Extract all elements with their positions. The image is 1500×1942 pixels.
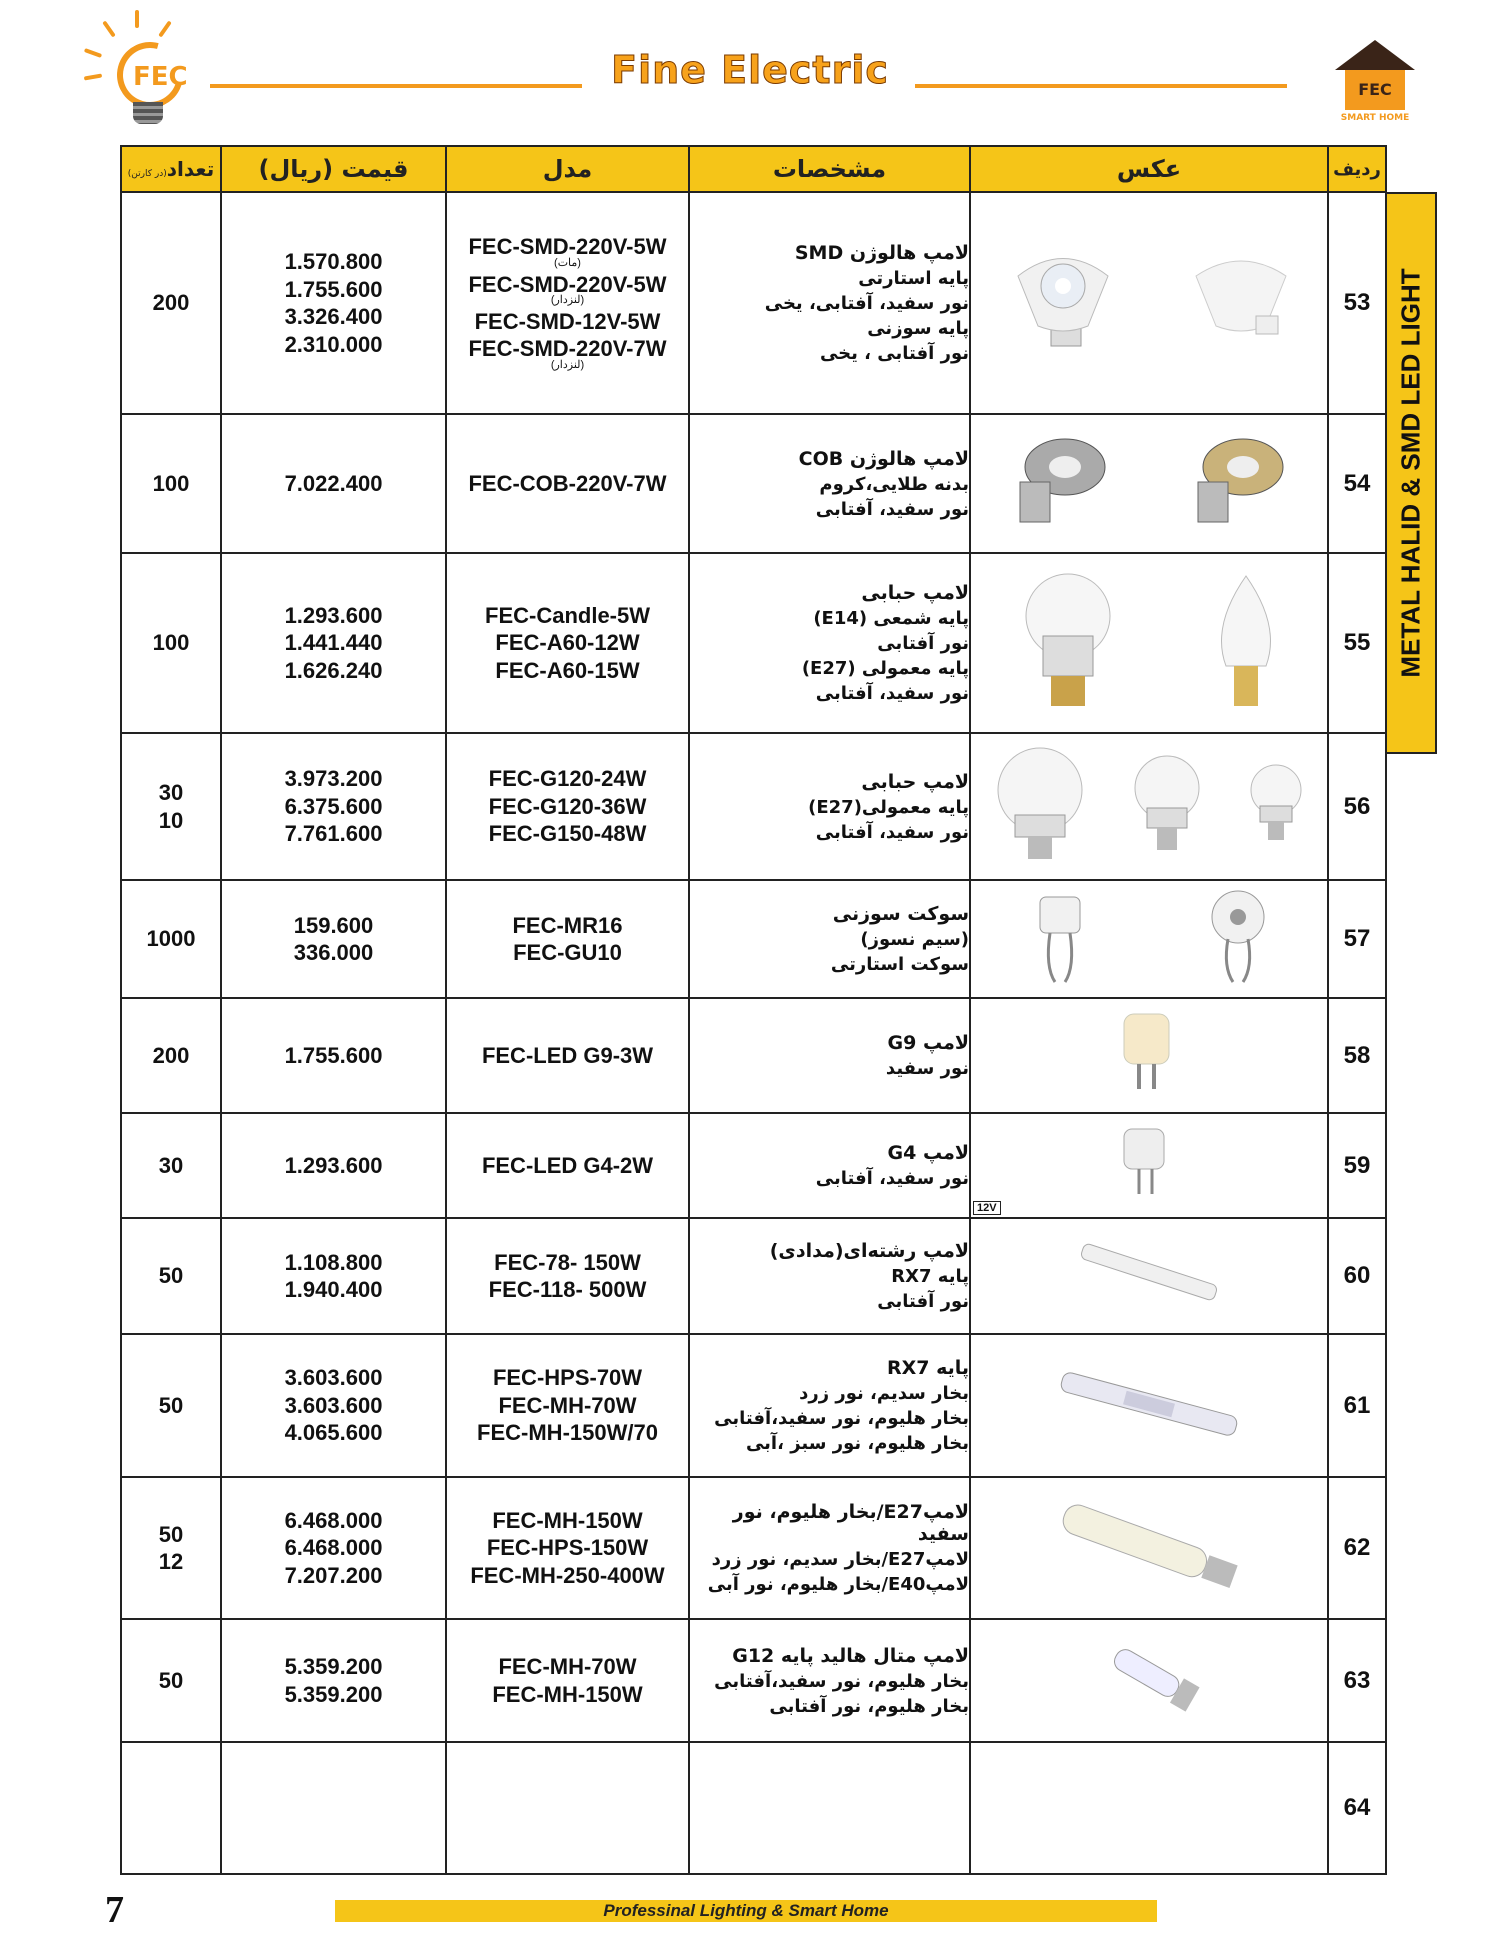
model-cell — [446, 414, 689, 553]
spec-cell — [689, 1334, 970, 1477]
spec-line: نور سفید، آفتابی، یخی — [764, 293, 969, 314]
table-row — [121, 1334, 1386, 1477]
model-value: FEC-SMD-12V-5W — [474, 308, 661, 334]
spec-line: نور آفتابی — [877, 1291, 969, 1312]
price-value: 7.207.200 — [284, 1562, 383, 1588]
spec-cell — [689, 1218, 970, 1334]
spec-cell — [689, 1619, 970, 1742]
price-value: 2.310.000 — [284, 331, 383, 357]
table-row — [121, 733, 1386, 880]
model-value: FEC-HPS-70W — [492, 1365, 643, 1391]
price-value: 3.973.200 — [284, 766, 383, 792]
qty-value: 1000 — [146, 926, 196, 952]
spec-cell — [689, 192, 970, 414]
row-number-cell: 53 — [1328, 192, 1386, 414]
row-number-cell: 60 — [1328, 1218, 1386, 1334]
price-value: 1.293.600 — [284, 1152, 383, 1178]
footer-tagline: Professinal Lighting & Smart Home — [335, 1900, 1157, 1922]
spec-line: لامپE27/بخار سدیم، نور زرد — [711, 1549, 969, 1570]
metal-halide-rx7-icon — [1054, 1359, 1244, 1453]
model-value: FEC-SMD-220V-7W (لنزدار) — [447, 335, 688, 372]
row-number-cell: 61 — [1328, 1334, 1386, 1477]
price-value: 7.022.400 — [284, 470, 383, 496]
spec-line: نور آفتابی — [877, 633, 969, 654]
model-value: FEC-Candle-5W — [485, 602, 650, 628]
price-value: 6.468.000 — [284, 1535, 383, 1561]
table-header-row — [121, 146, 1386, 192]
table-row — [121, 1742, 1386, 1874]
qty-value: 50 — [158, 1521, 184, 1547]
model-value: FEC-MH-150W/70 — [477, 1420, 658, 1446]
cob-gold-icon — [1183, 427, 1293, 541]
smart-home-logo: FEC SMART HOME — [1330, 25, 1420, 125]
product-table — [120, 145, 1387, 1875]
price-cell — [221, 192, 446, 414]
model-value: FEC-GU10 — [513, 940, 622, 965]
photo-cell — [970, 1218, 1328, 1334]
fec-logo: FEC — [85, 10, 195, 125]
model-value: FEC-G120-24W — [488, 766, 647, 792]
price-cell — [221, 414, 446, 553]
price-value: 336.000 — [293, 940, 374, 965]
model-value: FEC-COB-220V-7W — [468, 470, 667, 496]
spec-line: پایه معمولی(E27) — [808, 796, 969, 818]
qty-cell — [121, 1742, 221, 1874]
model-value: FEC-MH-70W — [498, 1392, 637, 1418]
model-value: FEC-G150-48W — [488, 821, 647, 847]
model-cell — [446, 1742, 689, 1874]
price-value: 5.359.200 — [284, 1681, 383, 1707]
qty-cell — [121, 880, 221, 998]
model-value: FEC-MR16 — [512, 912, 623, 938]
row-number-cell: 57 — [1328, 880, 1386, 998]
model-value: FEC-MH-150W — [492, 1681, 643, 1707]
spec-line: نور آفتابی ، یخی — [819, 343, 969, 364]
model-value: FEC-A60-12W — [495, 630, 640, 656]
price-cell — [221, 880, 446, 998]
header-model: مدل — [446, 146, 689, 192]
page-header — [0, 0, 1500, 140]
spec-line: نور سفید، آفتابی — [815, 821, 969, 843]
model-cell — [446, 1218, 689, 1334]
price-cell — [221, 998, 446, 1113]
model-cell — [446, 998, 689, 1113]
qty-value: 200 — [152, 1042, 190, 1068]
spec-cell — [689, 998, 970, 1113]
halogen-matte-icon — [1186, 246, 1296, 360]
price-cell — [221, 553, 446, 733]
spec-line: لامپ متال هالید پایه G12 — [732, 1644, 969, 1667]
spec-line: بخار هلیوم، نور سفید،آفتابی — [714, 1670, 969, 1692]
model-value: FEC-HPS-150W — [486, 1535, 649, 1561]
model-value: FEC-MH-150W — [492, 1507, 643, 1533]
header-spec: مشخصات — [689, 146, 970, 192]
model-value: FEC-G120-36W — [488, 793, 647, 819]
socket-pin-icon — [1020, 887, 1100, 991]
model-cell — [446, 1334, 689, 1477]
price-value: 3.603.600 — [284, 1365, 383, 1391]
model-value: FEC-118- 500W — [488, 1277, 647, 1302]
model-value: FEC-A60-15W — [495, 657, 640, 683]
price-cell — [221, 1477, 446, 1619]
bulb-medium-icon — [1127, 750, 1207, 864]
table-row — [121, 1619, 1386, 1742]
spec-line: لامپE40/بخار هلیوم، نور آبی — [707, 1574, 969, 1595]
model-note: (لنزدار) — [550, 294, 585, 307]
bulb-a60-icon — [1013, 566, 1123, 720]
qty-value: 30 — [158, 1152, 184, 1178]
halogen-lens-icon — [1003, 241, 1123, 365]
spec-line: سوکت استارتی — [830, 954, 969, 975]
row-number-cell: 54 — [1328, 414, 1386, 553]
spec-line: پایه استارتی — [858, 268, 969, 289]
candle-bulb-icon — [1206, 566, 1286, 720]
table-row — [121, 880, 1386, 998]
row-number-cell: 59 — [1328, 1113, 1386, 1218]
qty-cell — [121, 414, 221, 553]
spec-line: (سیم نسوز) — [860, 929, 969, 950]
qty-value: 100 — [152, 470, 190, 496]
g4-capsule-icon — [1104, 1124, 1194, 1208]
price-cell — [221, 1218, 446, 1334]
spec-line: لامپ حبابی — [861, 582, 969, 604]
price-value: 159.600 — [293, 912, 374, 938]
row-number-cell: 58 — [1328, 998, 1386, 1113]
price-value: 1.755.600 — [284, 1042, 383, 1068]
photo-cell — [970, 1113, 1328, 1218]
model-value: FEC-LED G9-3W — [481, 1042, 654, 1068]
table-row — [121, 1218, 1386, 1334]
price-value: 1.108.800 — [284, 1249, 383, 1275]
price-cell — [221, 1742, 446, 1874]
model-cell — [446, 1477, 689, 1619]
table-row — [121, 192, 1386, 414]
model-value: FEC-MH-250-400W — [470, 1562, 665, 1588]
photo-cell — [970, 1619, 1328, 1742]
table-row — [121, 1113, 1386, 1218]
qty-cell — [121, 1334, 221, 1477]
row-number-cell: 63 — [1328, 1619, 1386, 1742]
price-cell — [221, 1619, 446, 1742]
spec-cell — [689, 1742, 970, 1874]
qty-value: 50 — [158, 1392, 184, 1418]
price-value: 1.626.240 — [284, 657, 383, 683]
spec-line: لامپ رشته‌ای(مدادی) — [769, 1240, 969, 1262]
spec-cell — [689, 553, 970, 733]
spec-cell — [689, 1477, 970, 1619]
price-value: 3.603.600 — [284, 1392, 383, 1418]
g12-metal-halide-icon — [1089, 1629, 1209, 1733]
price-value: 1.570.800 — [284, 249, 383, 274]
photo-cell — [970, 733, 1328, 880]
title-rule-right — [915, 84, 1287, 88]
page-title: Fine Electric — [611, 48, 889, 92]
qty-value: 50 — [158, 1263, 184, 1289]
spec-line: بخار سدیم، نور زرد — [799, 1383, 969, 1404]
spec-line: لامپ G9 — [887, 1032, 969, 1054]
spec-line: پایه شمعی (E14) — [813, 608, 969, 629]
photo-cell — [970, 1334, 1328, 1477]
model-value: FEC-SMD-220V-5W (لنزدار) — [447, 271, 688, 308]
qty-cell — [121, 1113, 221, 1218]
qty-cell — [121, 1477, 221, 1619]
price-value: 4.065.600 — [284, 1420, 383, 1446]
qty-cell — [121, 998, 221, 1113]
spec-line: نور سفید، آفتابی — [815, 683, 969, 704]
price-value: 1.940.400 — [284, 1277, 383, 1302]
spec-line: سوکت سوزنی — [832, 903, 969, 925]
model-cell — [446, 553, 689, 733]
spec-line: بخار هلیوم، نور سبز ،آبی — [745, 1433, 969, 1454]
spec-line: پایه معمولی (E27) — [801, 658, 969, 679]
title-rule-left — [210, 84, 582, 88]
page-number: 7 — [105, 1889, 124, 1931]
row-number-cell: 62 — [1328, 1477, 1386, 1619]
model-cell — [446, 733, 689, 880]
model-cell — [446, 1619, 689, 1742]
header-price: قیمت (ریال) — [221, 146, 446, 192]
voltage-badge: 12V — [973, 1201, 1001, 1215]
spec-line: پایه سوزنی — [867, 318, 969, 339]
row-number-cell: 64 — [1328, 1742, 1386, 1874]
price-value: 1.755.600 — [284, 276, 383, 302]
spec-cell — [689, 414, 970, 553]
table-row — [121, 553, 1386, 733]
price-value: 6.468.000 — [284, 1507, 383, 1533]
linear-halogen-icon — [1074, 1239, 1224, 1313]
qty-cell — [121, 553, 221, 733]
photo-cell — [970, 1742, 1328, 1874]
category-side-tab: METAL HALID & SMD LED LIGHT — [1385, 192, 1437, 754]
spec-line: بدنه طلایی،کروم — [819, 473, 969, 495]
spec-line: نور سفید، آفتابی — [815, 1168, 969, 1189]
model-cell — [446, 192, 689, 414]
price-value: 6.375.600 — [284, 793, 383, 819]
spec-line: بخار هلیوم، نور آفتابی — [769, 1695, 969, 1717]
header-row-number: ردیف — [1328, 146, 1386, 192]
qty-cell — [121, 192, 221, 414]
price-cell — [221, 1113, 446, 1218]
cob-chrome-icon — [1005, 427, 1115, 541]
model-value: FEC-SMD-220V-5W (مات) — [447, 233, 688, 270]
table-row — [121, 1477, 1386, 1619]
qty-value: 200 — [152, 290, 190, 316]
row-number-cell: 55 — [1328, 553, 1386, 733]
photo-cell — [970, 880, 1328, 998]
spec-line: لامپ G4 — [887, 1142, 969, 1164]
spec-line: پایه RX7 — [891, 1266, 969, 1287]
model-note: (لنزدار) — [550, 358, 585, 371]
photo-cell — [970, 553, 1328, 733]
spec-line: پایه RX7 — [886, 1357, 969, 1379]
spec-cell — [689, 733, 970, 880]
qty-cell — [121, 733, 221, 880]
price-value: 3.326.400 — [284, 304, 383, 329]
photo-cell — [970, 1477, 1328, 1619]
model-value: FEC-78- 150W — [494, 1249, 641, 1275]
photo-cell — [970, 998, 1328, 1113]
bulb-small-icon — [1244, 760, 1308, 854]
header-photo: عکس — [970, 146, 1328, 192]
table-row — [121, 998, 1386, 1113]
row-number-cell: 56 — [1328, 733, 1386, 880]
qty-value: 100 — [152, 630, 190, 656]
qty-value: 30 — [158, 780, 184, 805]
bulb-large-icon — [990, 745, 1090, 869]
spec-cell — [689, 880, 970, 998]
g9-capsule-icon — [1099, 1009, 1199, 1103]
price-value: 1.441.440 — [284, 630, 383, 656]
spec-line: لامپ حبابی — [861, 770, 969, 793]
photo-cell — [970, 414, 1328, 553]
model-note: (مات) — [554, 256, 581, 269]
qty-value: 10 — [158, 807, 184, 833]
model-value: FEC-MH-70W — [498, 1654, 637, 1679]
spec-line: بخار هلیوم، نور سفید،آفتابی — [714, 1408, 969, 1429]
spec-line: نور سفید، آفتابی — [815, 498, 969, 520]
spec-line: لامپ هالوژن COB — [798, 447, 969, 470]
price-value: 1.293.600 — [284, 602, 383, 628]
model-value: FEC-LED G4-2W — [481, 1152, 654, 1178]
socket-twist-icon — [1198, 887, 1278, 991]
spec-line: نور سفید — [885, 1058, 969, 1079]
price-value: 5.359.200 — [284, 1654, 383, 1679]
qty-cell — [121, 1218, 221, 1334]
spec-line: لامپ هالوژن SMD — [794, 242, 969, 264]
price-value: 7.761.600 — [284, 821, 383, 847]
table-row — [121, 414, 1386, 553]
header-qty: (در کارتن)تعداد — [121, 146, 221, 192]
price-cell — [221, 733, 446, 880]
model-cell — [446, 880, 689, 998]
photo-cell — [970, 192, 1328, 414]
spec-cell — [689, 1113, 970, 1218]
qty-value: 50 — [158, 1667, 184, 1693]
spec-line: لامپE27/بخار هلیوم، نور سفید — [732, 1501, 969, 1545]
tubular-hid-icon — [1049, 1496, 1249, 1600]
qty-cell — [121, 1619, 221, 1742]
price-cell — [221, 1334, 446, 1477]
qty-value: 12 — [158, 1549, 184, 1574]
model-cell — [446, 1113, 689, 1218]
